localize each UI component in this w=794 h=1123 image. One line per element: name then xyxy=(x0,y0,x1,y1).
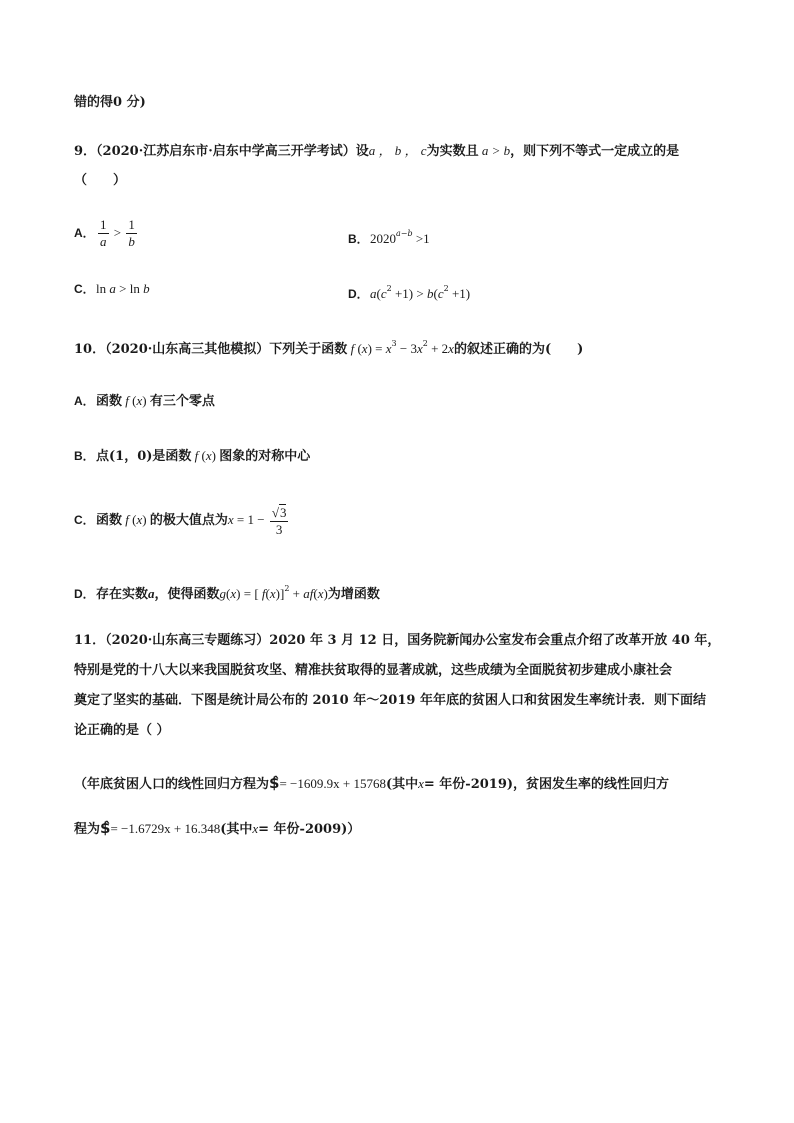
y-hat-glyph: $̂ xyxy=(269,774,280,792)
q11-note-line-2: 程为$̂= −1.6729x + 16.348(其中x= 年份-2009)） xyxy=(74,819,361,837)
continued-text: 错的得0 分) xyxy=(74,95,146,110)
q10-option-c[interactable]: C．函数 f (x) 的极大值点为x = 1 − $\frac{√3}{3}$ xyxy=(74,504,287,537)
q9-option-d[interactable]: D．$a(c^2 +1) > b(c^2 +1)$ xyxy=(348,284,471,301)
q10-option-a[interactable]: A．函数 f (x) 有三个零点 xyxy=(74,393,215,409)
q11-stem-line-3: 奠定了坚实的基础．下图是统计局公布的 2010 年～2019 年年底的贫困人口和贫困发生率统计表．则下面结 xyxy=(74,693,706,708)
q10-option-b[interactable]: B．点(1，0)是函数 f (x) 图象的对称中心 xyxy=(74,448,311,464)
q11-stem-line-1: 11．（2020·山东高三专题练习）2020 年 3 月 12 日，国务院新闻办公室发布会重点介绍了改革开放 40 年， xyxy=(74,633,721,648)
q11-stem-line-4: 论正确的是（ ） xyxy=(74,723,170,738)
q10-option-d[interactable]: D．存在实数a，使得函数g(x) = [ f(x)]$^2$ + af(x)为增函数 xyxy=(74,584,380,602)
q11-stem-line-2: 特别是党的十八大以来我国脱贫攻坚、精准扶贫取得的显著成就，这些成绩为全面脱贫初步建成小康社会 xyxy=(74,663,673,678)
q10-stem: 10．（2020·山东高三其他模拟）下列关于函数 f $(x) = x^3 - 3x^2 + 2x$的叙述正确的为( ) xyxy=(74,339,584,357)
q9-option-a[interactable]: A． $\frac{1}{a}$ > $\frac{1}{b}$ xyxy=(74,217,135,249)
q9-answer-paren: （ ） xyxy=(74,173,127,188)
q9-stem: 9．（2020·江苏启东市·启东中学高三开学考试）设a ， b ， c为实数且 a > b，则下列不等式一定成立的是 xyxy=(74,143,680,159)
y-hat-glyph: $̂ xyxy=(100,819,111,837)
q9-option-c[interactable]: C．ln a > ln b xyxy=(74,281,150,296)
q9-option-b[interactable]: B．$2020^{a-b} >1$ xyxy=(348,229,430,246)
q11-note-line-1: （年底贫困人口的线性回归方程为$̂= −1609.9x + 15768(其中x= 年份-2019)，贫困发生率的线性回归方 xyxy=(74,774,670,792)
